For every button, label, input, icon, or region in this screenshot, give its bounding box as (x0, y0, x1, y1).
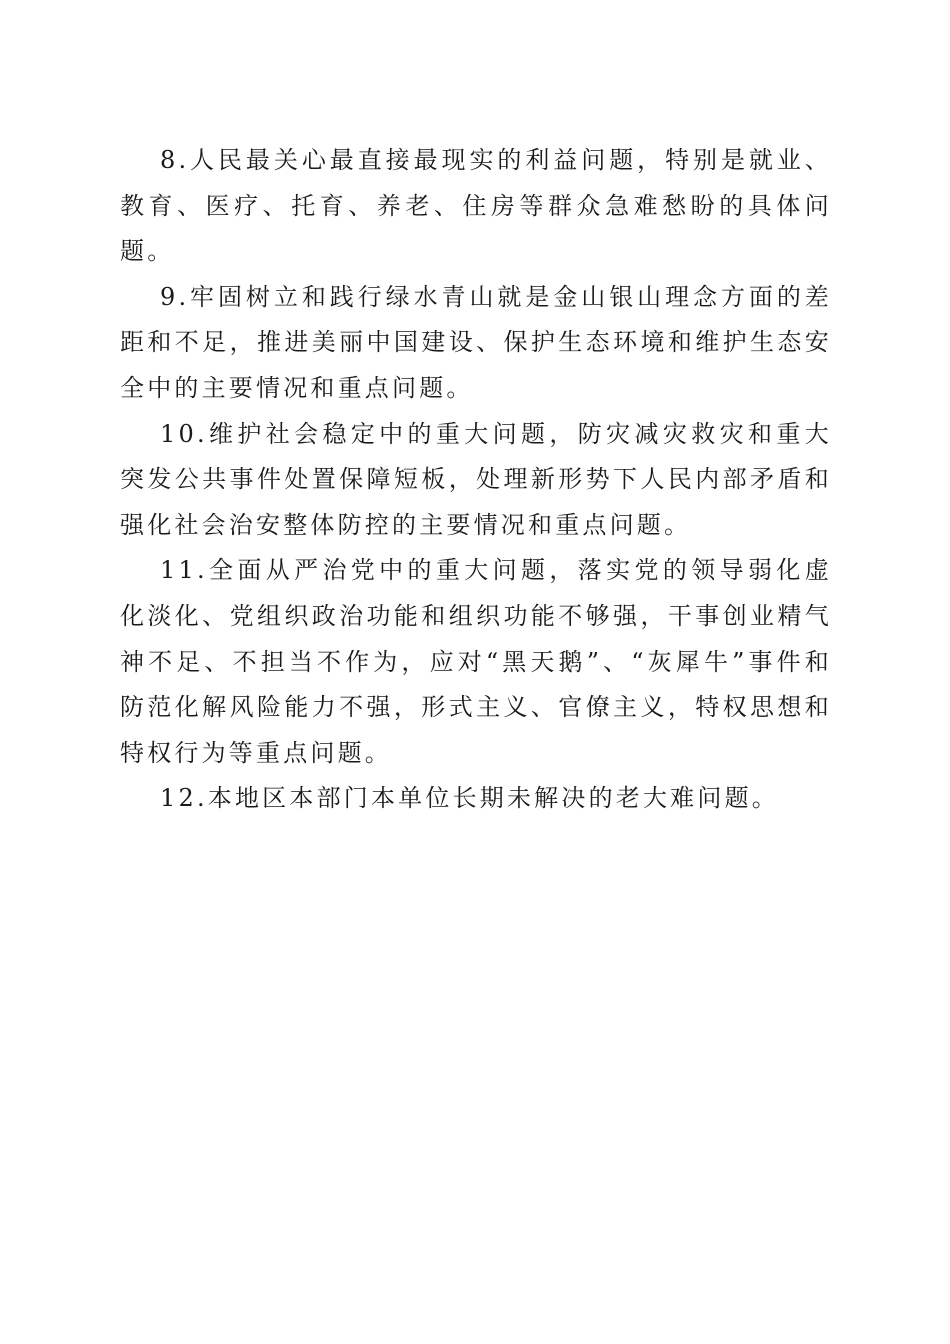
document-body (120, 138, 832, 822)
paragraph-item-11: 11.全面从严治党中的重大问题，落实党的领导弱化虚化淡化、党组织政治功能和组织功能不够强，干事创业精气神不足、不担当不作为，应对“黑天鹅”、“灰犀牛”事件和防范化解风险能力不强，形式主义、官僚主义，特权思想和特权行为等重点问题。 (120, 556, 832, 767)
paragraph-item-12: 12.本地区本部门本单位长期未解决的老大难问题。 (160, 784, 779, 813)
paragraph-item-10: 10.维护社会稳定中的重大问题，防灾减灾救灾和重大突发公共事件处置保障短板，处理新形势下人民内部矛盾和强化社会治安整体防控的主要情况和重点问题。 (120, 419, 832, 539)
paragraph-item-9: 9.牢固树立和践行绿水青山就是金山银山理念方面的差距和不足，推进美丽中国建设、保护生态环境和维护生态安全中的主要情况和重点问题。 (120, 282, 832, 402)
paragraph-item-8: 8.人民最关心最直接最现实的利益问题，特别是就业、教育、医疗、托育、养老、住房等群众急难愁盼的具体问题。 (120, 146, 832, 266)
